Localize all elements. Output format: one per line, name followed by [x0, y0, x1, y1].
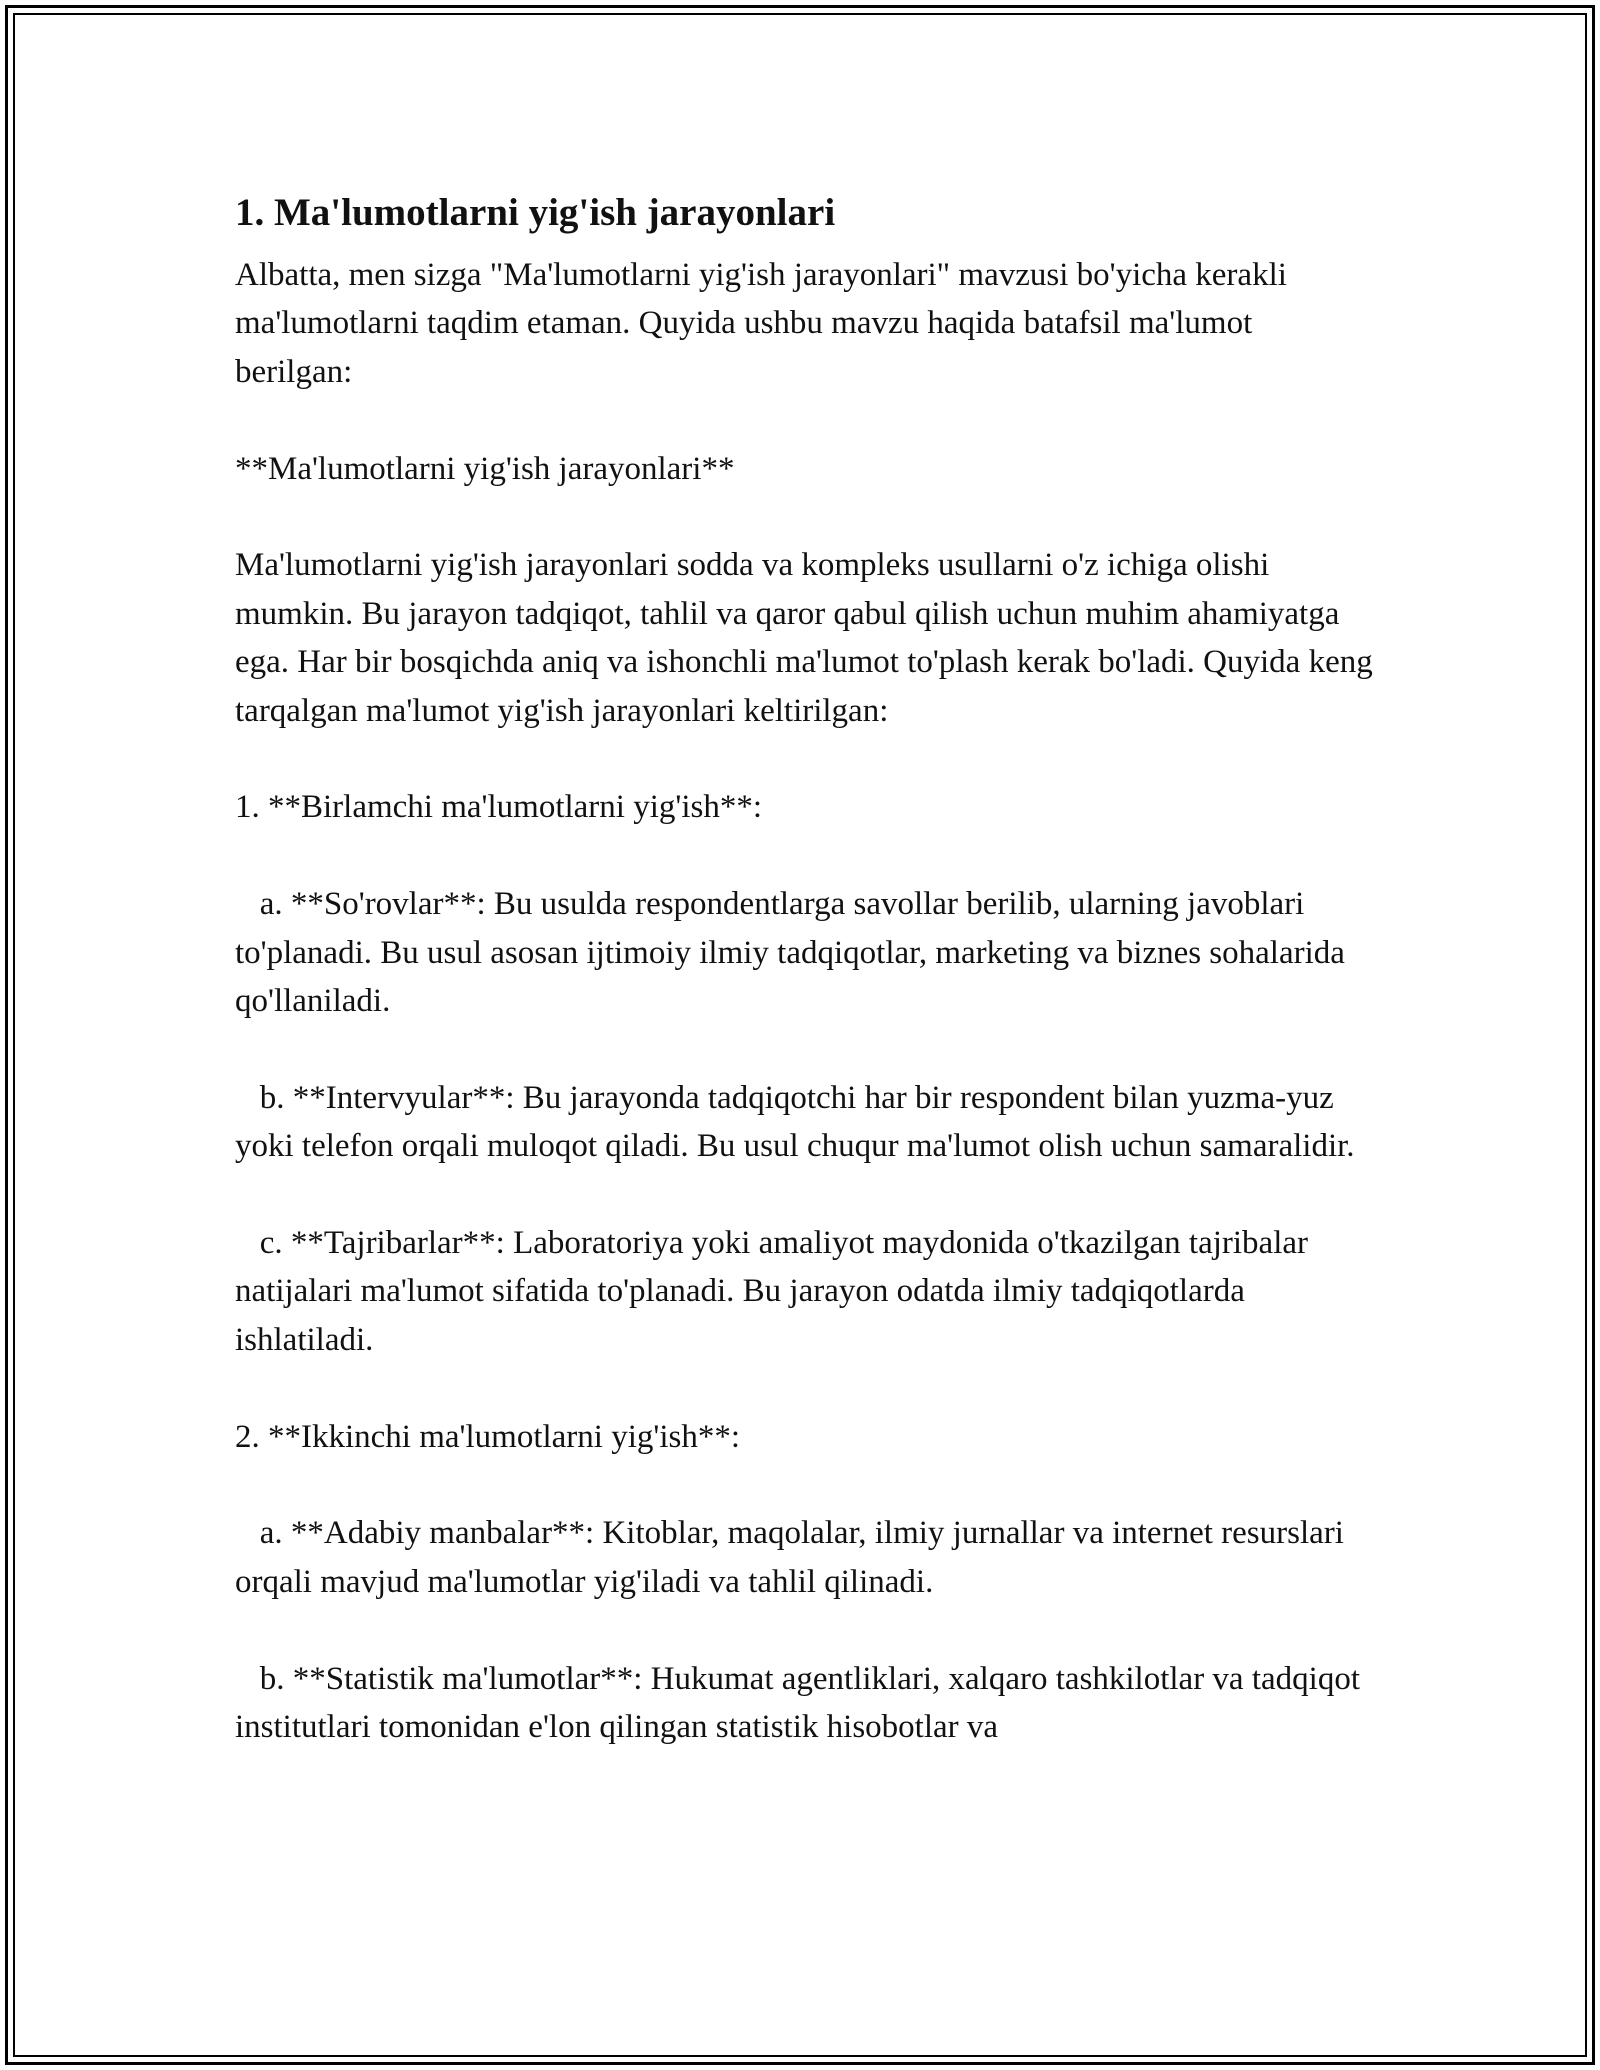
list-item-experiments: c. **Tajribarlar**: Laboratoriya yoki amaliyot maydonida o'tkazilgan tajribalar natijalari ma'lumot sifatida to'planadi. Bu jarayon odatda ilmiy tadqiqotlarda ishlatiladi. — [235, 1225, 1317, 1358]
intro-paragraph: Albatta, men sizga "Ma'lumotlarni yig'ish jarayonlari" mavzusi bo'yicha kerakli ma'lumotlarni taqdim etaman. Quyida ushbu mavzu haqida batafsil ma'lumot berilgan: — [235, 257, 1296, 390]
paragraph-gap — [235, 396, 1375, 444]
list-item-surveys: a. **So'rovlar**: Bu usulda respondentlarga savollar berilib, ularning javoblari to'planadi. Bu usul asosan ijtimoiy ilmiy tadqiqotlar, marketing va biznes sohalarida qo'llaniladi. — [235, 886, 1354, 1020]
paragraph-gap — [235, 832, 1375, 880]
paragraph-gap — [235, 1461, 1375, 1509]
list-item-literature: a. **Adabiy manbalar**: Kitoblar, maqolalar, ilmiy jurnallar va internet resurslari orqali mavjud ma'lumotlar yig'iladi va tahlil qilinadi. — [235, 1515, 1353, 1600]
subheading-paragraph: **Ma'lumotlarni yig'ish jarayonlari** — [235, 450, 735, 487]
paragraph-gap — [235, 735, 1375, 783]
list-item-primary: 1. **Birlamchi ma'lumotlarni yig'ish**: — [235, 789, 763, 826]
paragraph-gap — [235, 1364, 1375, 1412]
paragraph-gap — [235, 1606, 1375, 1654]
list-item-interviews: b. **Intervyular**: Bu jarayonda tadqiqotchi har bir respondent bilan yuzma-yuz yoki telefon orqali muloqot qiladi. Bu usul chuqur ma'lumot olish uchun samaralidir. — [235, 1079, 1355, 1165]
paragraph-gap — [235, 1171, 1375, 1219]
paragraph-gap — [235, 493, 1375, 541]
document-body — [235, 185, 1381, 1751]
list-item-secondary: 2. **Ikkinchi ma'lumotlarni yig'ish**: — [235, 1418, 741, 1455]
section-heading: 1. Ma'lumotlarni yig'ish jarayonlari — [235, 191, 836, 234]
overview-paragraph: Ma'lumotlarni yig'ish jarayonlari sodda va kompleks usullarni o'z ichiga olishi mumkin. Bu jarayon tadqiqot, tahlil va qaror qabul qilish uchun muhim ahamiyatga ega. Har bir bosqichda aniq va ishonchli ma'lumot to'plash kerak bo'ladi. Quyida keng tarqalgan ma'lumot yig'ish jarayonlari keltirilgan: — [235, 547, 1381, 729]
list-item-statistics: b. **Statistik ma'lumotlar**: Hukumat agentliklari, xalqaro tashkilotlar va tadqiqot institutlari tomonidan e'lon qilingan statistik hisobotlar va — [235, 1660, 1369, 1746]
paragraph-gap — [235, 1025, 1375, 1073]
